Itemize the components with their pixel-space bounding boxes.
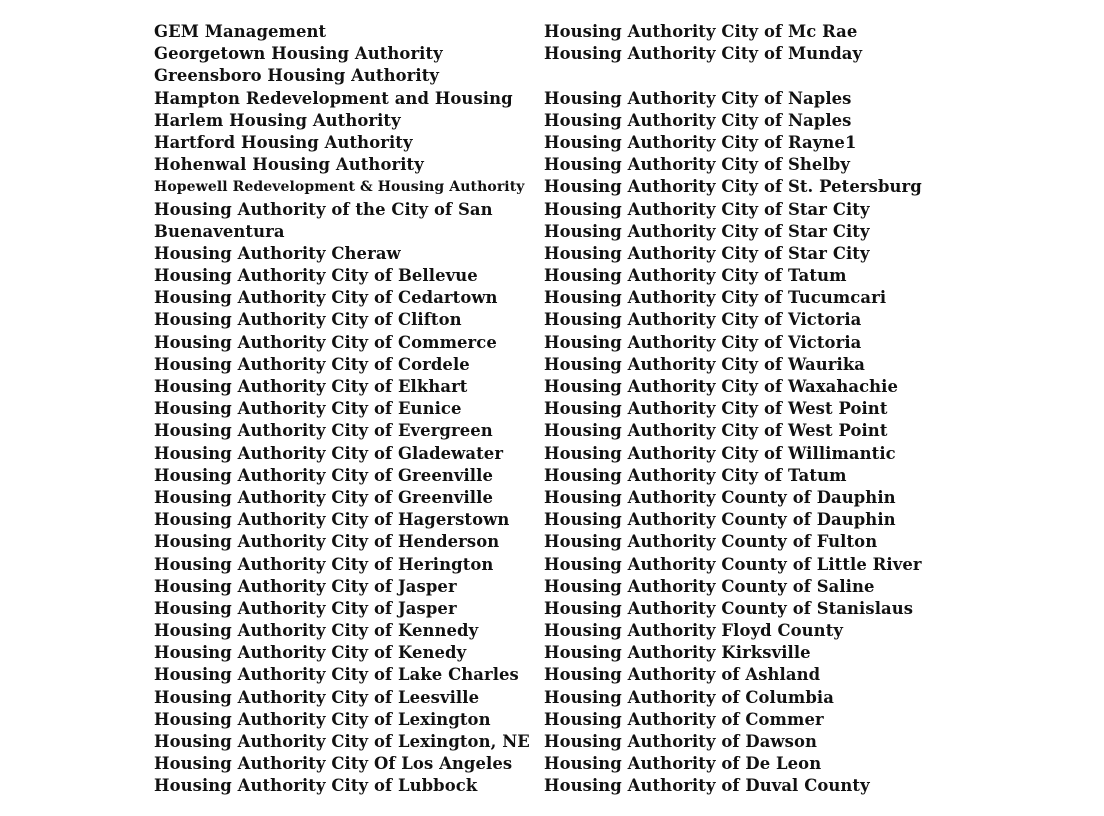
list-item: Housing Authority City of Evergreen bbox=[154, 421, 493, 441]
list-item: Housing Authority of Dawson bbox=[544, 732, 818, 751]
list-item: Housing Authority County of Stanislaus bbox=[544, 598, 914, 618]
list-item: Housing Authority City of Henderson bbox=[154, 532, 500, 552]
list-item: Housing Authority City of Mc Rae bbox=[544, 22, 858, 41]
list-item: Housing Authority City of Tatum bbox=[544, 465, 847, 485]
list-item: Housing Authority Cheraw bbox=[154, 243, 401, 263]
list-item: Housing Authority City of Herington bbox=[154, 554, 494, 574]
list-item: Housing Authority City of Waxahachie bbox=[544, 377, 899, 396]
list-item: Housing Authority City of Victoria bbox=[544, 310, 862, 330]
list-item: Housing Authority City of Jasper bbox=[154, 576, 457, 596]
list-item: GEM Management bbox=[154, 22, 327, 41]
list-item: Hohenwal Housing Authority bbox=[154, 155, 424, 175]
list-item: Harlem Housing Authority bbox=[154, 110, 401, 130]
list-item: Housing Authority City of Naples bbox=[544, 110, 852, 130]
list-item: Housing Authority County of Fulton bbox=[544, 532, 878, 552]
list-item: Georgetown Housing Authority bbox=[154, 44, 443, 64]
list-item: Housing Authority City Of Los Angeles bbox=[154, 754, 513, 774]
list-item: Housing Authority City of Kenedy bbox=[154, 643, 467, 663]
list-item: Housing Authority City of Bellevue bbox=[154, 266, 478, 286]
list-item: Housing Authority of Duval County bbox=[544, 776, 870, 796]
list-item: Housing Authority City of Hagerstown bbox=[154, 510, 510, 530]
list-item: Hartford Housing Authority bbox=[154, 132, 413, 152]
list-item: Housing Authority City of St. Petersburg bbox=[544, 177, 922, 197]
list-item: Buenaventura bbox=[154, 221, 285, 241]
list-item: Housing Authority County of Saline bbox=[544, 576, 875, 596]
list-item: Housing Authority City of Commerce bbox=[154, 332, 497, 352]
list-item: Hampton Redevelopment and Housing bbox=[154, 88, 513, 108]
list-item: Housing Authority City of Kennedy bbox=[154, 621, 479, 641]
list-item: Housing Authority of Commer bbox=[544, 709, 824, 729]
list-item: Housing Authority of Columbia bbox=[544, 687, 834, 707]
list-item: Housing Authority County of Dauphin bbox=[544, 510, 896, 530]
list-item: Housing Authority City of Greenville bbox=[154, 465, 493, 485]
list-item: Housing Authority City of Leesville bbox=[154, 687, 480, 707]
list-item: Housing Authority City of Tatum bbox=[544, 266, 847, 286]
list-item: Housing Authority Kirksville bbox=[544, 643, 811, 663]
list-item: Housing Authority City of Cedartown bbox=[154, 288, 498, 308]
list-item: Housing Authority City of West Point bbox=[544, 421, 888, 441]
list-item: Housing Authority City of Lubbock bbox=[154, 776, 478, 796]
list-item: Housing Authority City of Victoria bbox=[544, 332, 862, 352]
right-column-list bbox=[544, 21, 964, 798]
list-item: Housing Authority City of Elkhart bbox=[154, 377, 468, 396]
list-item: Housing Authority City of Jasper bbox=[154, 598, 457, 618]
list-item: Greensboro Housing Authority bbox=[154, 66, 439, 86]
list-item: Hopewell Redevelopment & Housing Authority bbox=[154, 179, 525, 196]
list-item: Housing Authority City of Munday bbox=[544, 44, 863, 64]
list-item: Housing Authority of Ashland bbox=[544, 665, 821, 685]
list-item: Housing Authority City of Clifton bbox=[154, 310, 462, 330]
list-item: Housing Authority City of Greenville bbox=[154, 487, 493, 507]
list-item: Housing Authority City of Lake Charles bbox=[154, 665, 519, 685]
blank-line bbox=[544, 65, 964, 87]
list-item: Housing Authority County of Little River bbox=[544, 554, 922, 574]
list-item: Housing Authority Floyd County bbox=[544, 621, 843, 641]
list-item: Housing Authority City of Star City bbox=[544, 199, 870, 219]
list-item: Housing Authority City of Tucumcari bbox=[544, 288, 887, 308]
list-item: Housing Authority City of Lexington bbox=[154, 709, 491, 729]
list-item: Housing Authority City of Star City bbox=[544, 221, 870, 241]
list-item: Housing Authority City of Waurika bbox=[544, 354, 866, 374]
list-item: Housing Authority of the City of San bbox=[154, 199, 493, 219]
list-item: Housing Authority City of Willimantic bbox=[544, 443, 896, 463]
list-item: Housing Authority City of Cordele bbox=[154, 354, 470, 374]
list-item: Housing Authority County of Dauphin bbox=[544, 487, 896, 507]
list-item: Housing Authority of De Leon bbox=[544, 754, 822, 774]
list-item: Housing Authority City of West Point bbox=[544, 399, 888, 419]
list-item: Housing Authority City of Shelby bbox=[544, 155, 850, 175]
list-item: Housing Authority City of Naples bbox=[544, 88, 852, 108]
list-item: Housing Authority City of Eunice bbox=[154, 399, 462, 419]
list-item: Housing Authority City of Lexington, NE bbox=[154, 732, 530, 751]
list-item: Housing Authority City of Star City bbox=[544, 243, 870, 263]
list-item: Housing Authority City of Gladewater bbox=[154, 443, 504, 463]
left-column-list bbox=[154, 21, 544, 798]
list-item: Housing Authority City of Rayne1 bbox=[544, 132, 857, 152]
